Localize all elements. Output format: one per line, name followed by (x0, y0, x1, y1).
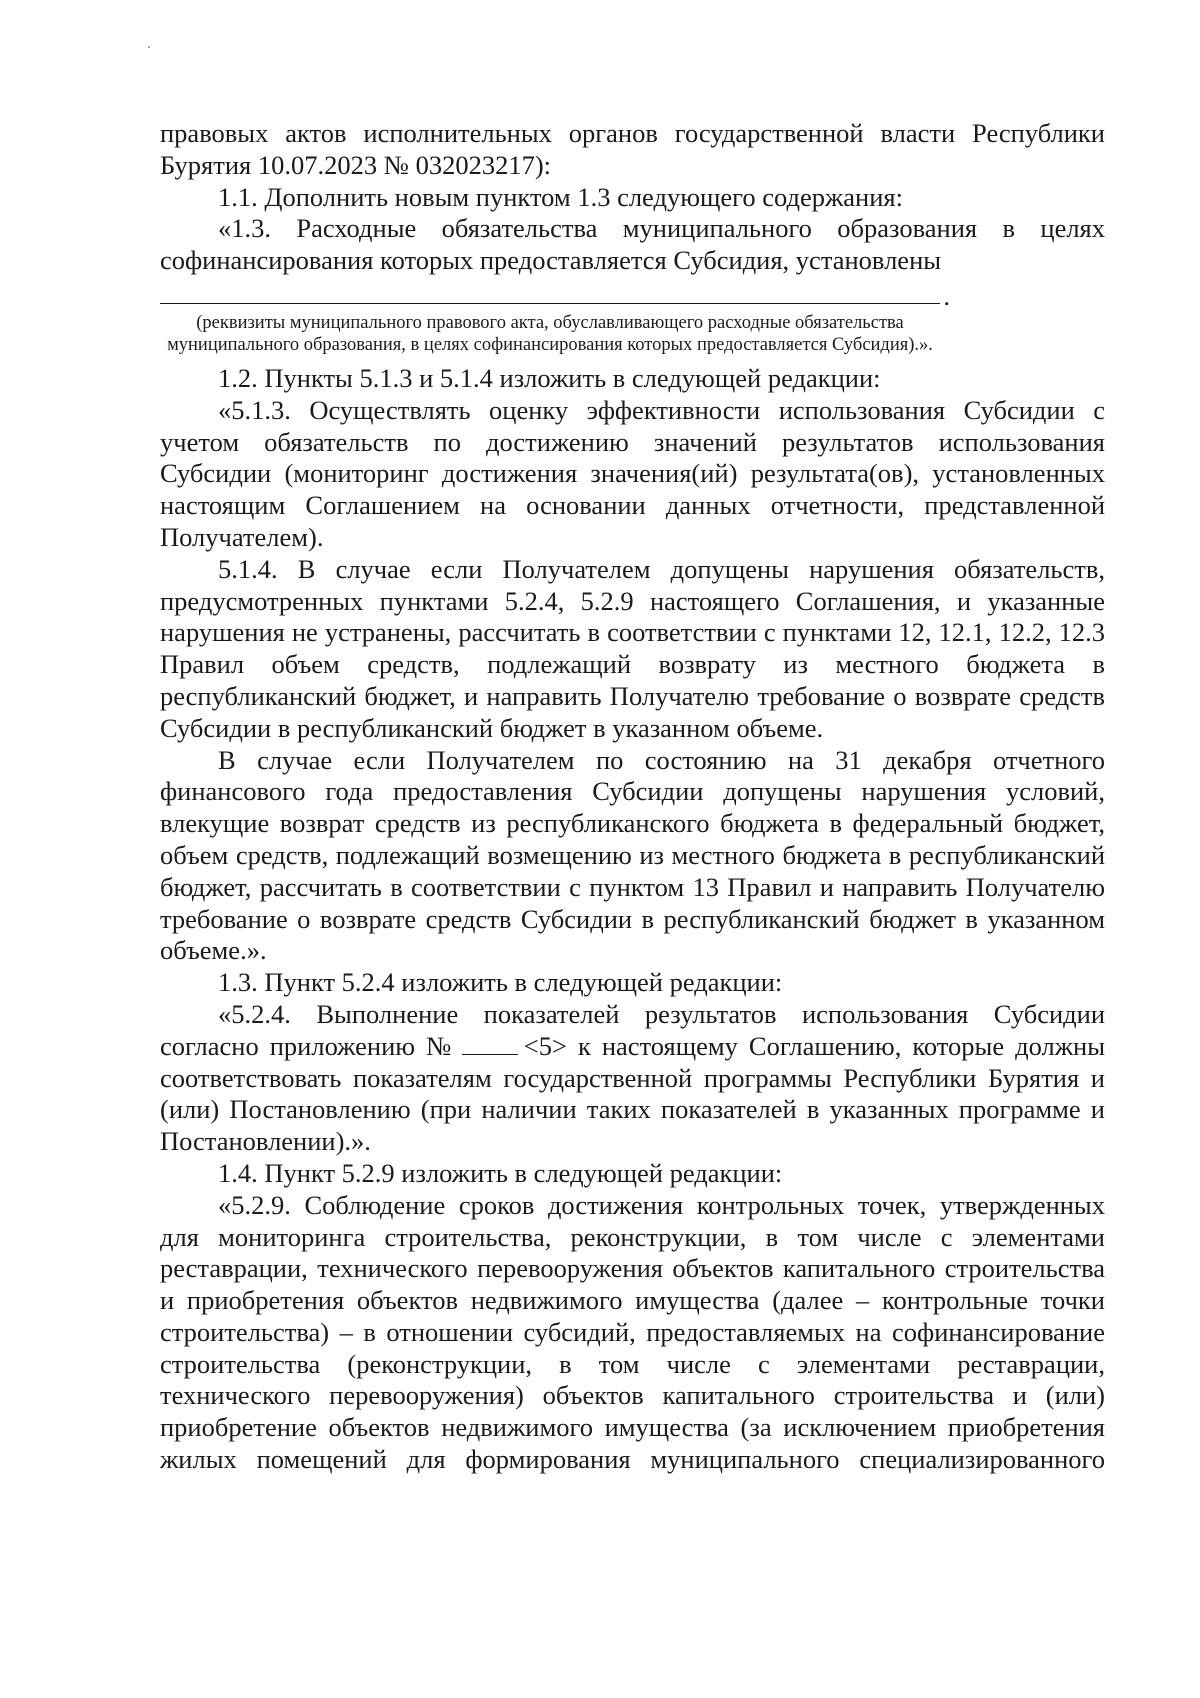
paragraph-1-2: 1.2. Пункты 5.1.3 и 5.1.4 изложить в следующей редакции: (218, 362, 881, 393)
paragraph-5-2-4 (160, 999, 1105, 1158)
fill-in-line (160, 281, 950, 312)
paragraph-continuation: правовых актов исполнительных органов государственной власти Республики Бурятия 10.07.2023 № 032023217): (160, 118, 1105, 180)
paragraph-1-1: 1.1. Дополнить новым пунктом 1.3 следующего содержания: (218, 181, 903, 212)
paragraph-1-3-insert: «1.3. Расходные обязательства муниципального образования в целях софинансирования которых предоставляется Субсидия, установлены (160, 213, 1105, 276)
footnote-caption: (реквизиты муниципального правового акта, обуславливающего расходные обязательства муниципального образования, в целях софинансирования которых предоставляется Субсидия).». (167, 312, 933, 356)
paragraph-case: В случае если Получателем по состоянию на 31 декабря отчетного финансового года предоставления Субсидии допущены нарушения условий, влекущие возврат средств из республиканского бюджета в федеральный бюджет, объем средств, подлежащий возмещению из местного бюджета в республиканский бюджет, рассчитать в соответствии с пунктом 13 Правил и направить Получателю требование о возврате средств Субсидии в республиканский бюджет в указанном объеме.». (160, 744, 1105, 966)
paragraph-5-2-4-end: <5> к настоящему Соглашению, которые должны соответствовать показателям государственной программы Республики Бурятия и (или) Постановлению (при наличии таких показателей в указанных программе и Постановлении).». (160, 1030, 1106, 1157)
scan-speck (148, 46, 150, 48)
paragraph-5-2-4-start: «5.2.4. Выполнение показателей результатов использования Субсидии согласно приложению № (160, 998, 1105, 1061)
paragraph-1-4: 1.4. Пункт 5.2.9 изложить в следующей редакции: (218, 1157, 783, 1188)
appendix-number-blank (462, 1036, 518, 1055)
paragraph-5-2-9: «5.2.9. Соблюдение сроков достижения контрольных точек, утвержденных для мониторинга строительства, реконструкции, в том числе с элементами реставрации, технического перевооружения объектов капитального строительства и приобретения объектов недвижимого имущества (далее – контрольные точки строительства) – в отношении субсидий, предоставляемых на софинансирование строительства (реконструкции, в том числе с элементами реставрации, технического перевооружения) объектов капитального строительства и (или) приобретение объектов недвижимого имущества (за исключением приобретения жилых помещений для формирования муниципального специализированного (160, 1189, 1105, 1475)
fill-line-period: . (943, 282, 950, 312)
document-body (160, 118, 1105, 1476)
paragraph-5-1-4: 5.1.4. В случае если Получателем допущены нарушения обязательств, предусмотренных пунктами 5.2.4, 5.2.9 настоящего Соглашения, и указанные нарушения не устранены, рассчитать в соответствии с пунктами 12, 12.1, 12.2, 12.3 Правил объем средств, подлежащий возврату из местного бюджета в республиканский бюджет, и направить Получателю требование о возврате средств Субсидии в республиканский бюджет в указанном объеме. (160, 553, 1105, 743)
paragraph-5-1-3: «5.1.3. Осуществлять оценку эффективности использования Субсидии с учетом обязательств по достижению значений результатов использования Субсидии (мониторинг достижения значения(ий) результата(ов), установленных настоящим Соглашением на основании данных отчетности, представленной Получателем). (160, 394, 1105, 552)
paragraph-1-3-item: 1.3. Пункт 5.2.4 изложить в следующей редакции: (218, 967, 783, 998)
